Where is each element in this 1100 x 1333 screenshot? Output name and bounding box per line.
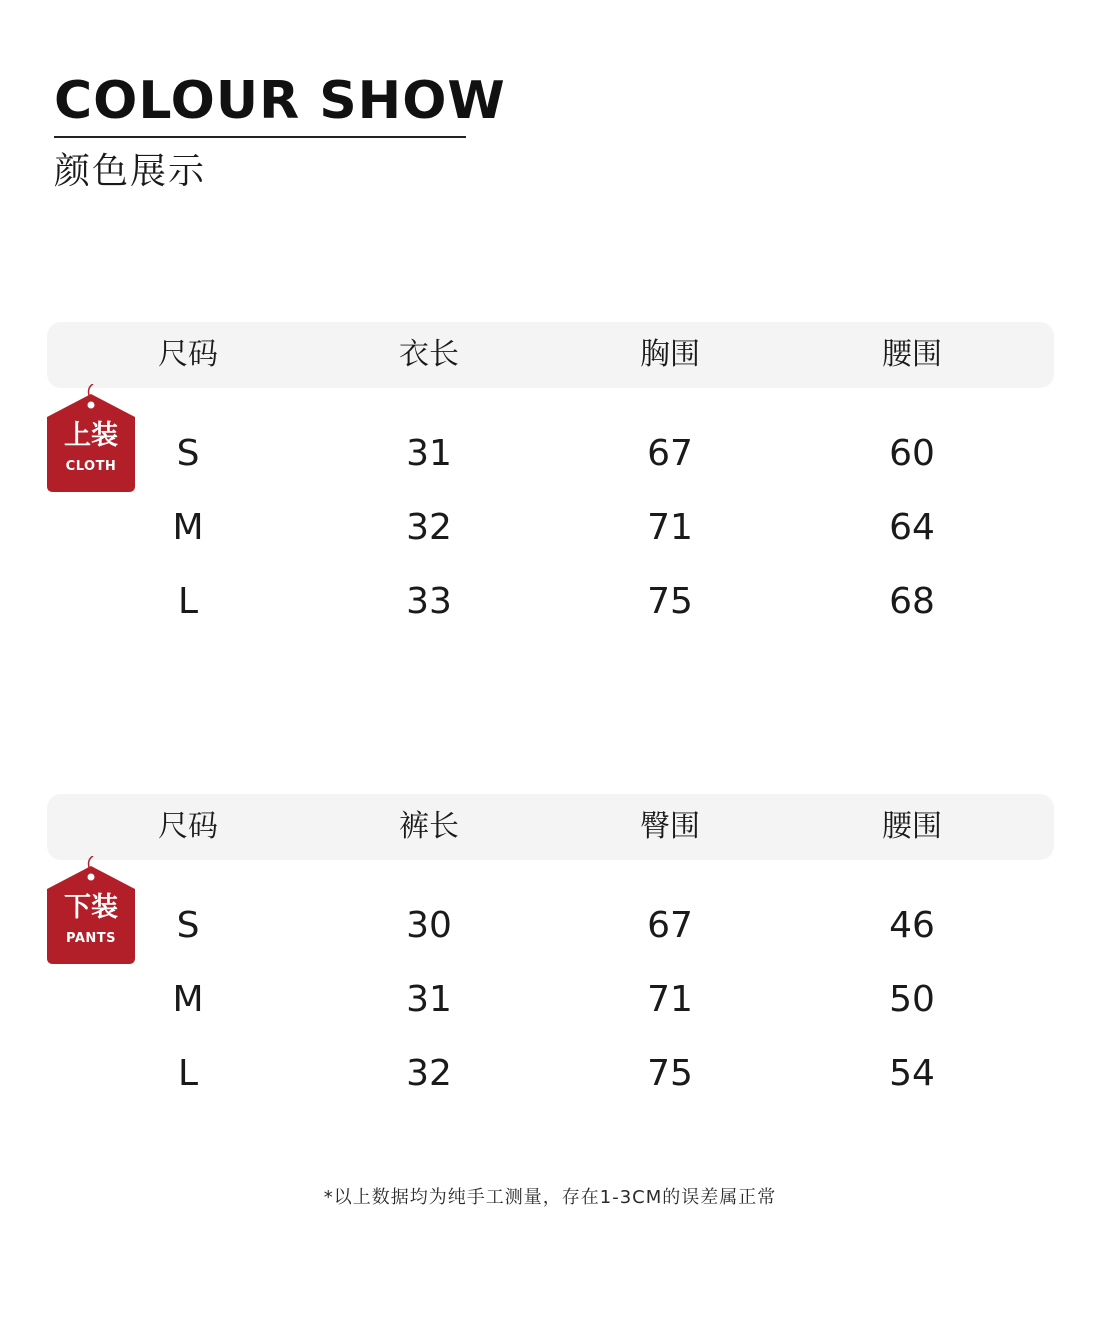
header-length: 裤长 <box>399 809 459 844</box>
cell-size: S <box>176 905 200 946</box>
cell-chest: 75 <box>647 581 693 622</box>
cell-length: 30 <box>406 905 452 946</box>
tag-label-en: PANTS <box>65 931 116 946</box>
table-row <box>47 503 1054 553</box>
page-title-en: COLOUR SHOW <box>54 71 506 131</box>
cell-waist: 60 <box>889 433 935 474</box>
cell-length: 33 <box>406 581 452 622</box>
tag-label-en: CLOTH <box>65 459 117 474</box>
header-size: 尺码 <box>158 809 218 844</box>
cell-waist: 64 <box>889 507 935 548</box>
header-length: 衣长 <box>399 337 459 372</box>
cell-size: S <box>176 433 200 474</box>
header-size: 尺码 <box>158 337 218 372</box>
cell-chest: 67 <box>647 433 693 474</box>
cell-length: 31 <box>406 433 452 474</box>
table-row <box>47 429 1054 479</box>
cell-hip: 67 <box>647 905 693 946</box>
size-table-cloth <box>47 322 1054 622</box>
cell-waist: 68 <box>889 581 935 622</box>
size-table-pants <box>47 794 1054 1094</box>
title-underline <box>54 136 466 138</box>
cell-chest: 71 <box>647 507 693 548</box>
header-waist: 腰围 <box>882 809 942 844</box>
header-chest: 胸围 <box>640 337 700 372</box>
cell-hip: 75 <box>647 1053 693 1094</box>
cell-waist: 54 <box>889 1053 935 1094</box>
cell-waist: 46 <box>889 905 935 946</box>
cell-length: 32 <box>406 1053 452 1094</box>
cell-size: L <box>177 581 199 622</box>
cell-length: 32 <box>406 507 452 548</box>
table-row <box>47 1049 1054 1099</box>
header-hip: 臀围 <box>640 809 700 844</box>
cell-length: 31 <box>406 979 452 1020</box>
table-header <box>47 794 1054 860</box>
header-waist: 腰围 <box>882 337 942 372</box>
page-title-cn: 颜色展示 <box>54 151 207 192</box>
cell-size: M <box>172 979 204 1020</box>
cell-waist: 50 <box>889 979 935 1020</box>
cell-size: L <box>177 1053 199 1094</box>
measurement-footnote: *以上数据均为纯手工测量，存在1-3CM的误差属正常 <box>323 1187 777 1208</box>
cell-hip: 71 <box>647 979 693 1020</box>
table-header <box>47 322 1054 388</box>
tag-label-cn: 上装 <box>64 420 118 451</box>
table-row <box>47 577 1054 627</box>
table-row <box>47 901 1054 951</box>
cell-size: M <box>172 507 204 548</box>
tag-label-cn: 下装 <box>64 892 118 923</box>
table-row <box>47 975 1054 1025</box>
